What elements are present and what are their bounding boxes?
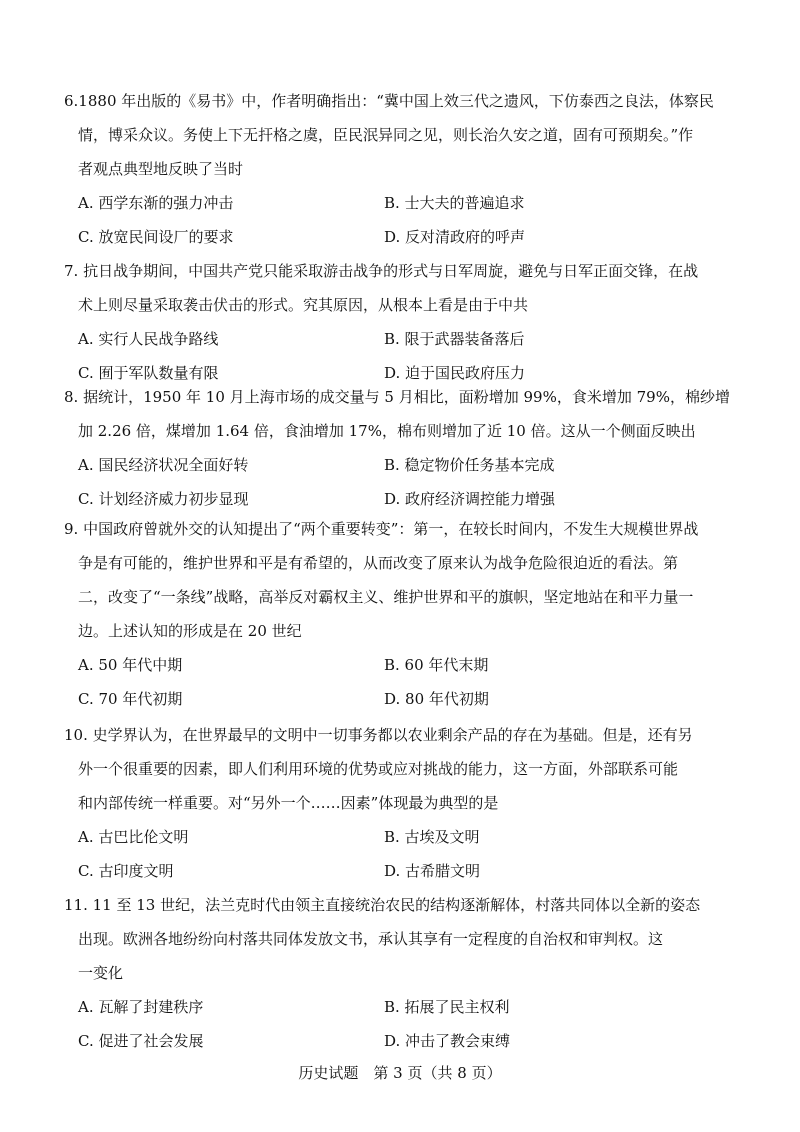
option-row [64,1024,764,1058]
option-row [64,482,764,516]
question-text-line: 出现。欧洲各地纷纷向村落共同体发放文书，承认其享有一定程度的自治权和审判权。这 [78,930,664,948]
question-6 [64,84,764,254]
option-b: B. 60 年代末期 [384,656,489,674]
option-c: C. 放宽民间设厂的要求 [78,228,234,246]
option-a: A. 古巴比伦文明 [78,828,189,846]
option-c: C. 计划经济威力初步显现 [78,490,249,508]
question-text-line: 争是有可能的，维护世界和平是有希望的，从而改变了原来认为战争危险很迫近的看法。第 [78,554,679,572]
option-row [64,820,764,854]
option-row [64,322,764,356]
option-row [64,448,764,482]
option-d: D. 80 年代初期 [384,690,489,708]
option-d: D. 冲击了教会束缚 [384,1032,511,1050]
question-11 [64,888,764,1058]
question-7 [64,254,764,390]
option-row [64,990,764,1024]
question-text-line: 6.1880 年出版的《易书》中，作者明确指出：“冀中国上效三代之遗风，下仿泰西之良法，体察民 [64,92,714,110]
question-8 [64,380,764,516]
option-b: B. 限于武器装备落后 [384,330,525,348]
option-a: A. 瓦解了封建秩序 [78,998,204,1016]
option-a: A. 西学东渐的强力冲击 [78,194,234,212]
option-a: A. 国民经济状况全面好转 [78,456,249,474]
option-row [64,682,764,716]
option-row [64,220,764,254]
question-text-line: 情，博采众议。务使上下无扞格之虞，臣民泯异同之见，则长治久安之道，固有可预期矣。”作 [78,126,694,144]
question-text-line: 二，改变了“一条线”战略，高举反对霸权主义、维护世界和平的旗帜，坚定地站在和平力量一 [78,588,694,606]
option-b: B. 古埃及文明 [384,828,480,846]
question-text-line: 8. 据统计，1950 年 10 月上海市场的成交量与 5 月相比，面粉增加 99%，食米增加 79%，棉纱增 [64,388,730,406]
question-text-line: 和内部传统一样重要。对“另外一个……因素”体现最为典型的是 [78,794,499,812]
question-text-line: 外一个很重要的因素，即人们利用环境的优势或应对挑战的能力，这一方面，外部联系可能 [78,760,679,778]
question-text-line: 9. 中国政府曾就外交的认知提出了“两个重要转变”：第一，在较长时间内，不发生大规模世界战 [64,520,699,538]
option-row [64,648,764,682]
question-text-line: 边。上述认知的形成是在 20 世纪 [78,622,302,640]
option-d: D. 政府经济调控能力增强 [384,490,556,508]
question-text-line: 10. 史学界认为，在世界最早的文明中一切事务都以农业剩余产品的存在为基础。但是，还有另 [64,726,693,744]
page-footer: 历史试题 第 3 页（共 8 页） [298,1064,502,1082]
option-a: A. 实行人民战争路线 [78,330,219,348]
option-d: D. 反对清政府的呼声 [384,228,526,246]
question-text-line: 11. 11 至 13 世纪，法兰克时代由领主直接统治农民的结构逐渐解体，村落共同体以全新的姿态 [64,896,701,914]
question-9 [64,512,764,716]
option-row [64,186,764,220]
option-c: C. 70 年代初期 [78,690,183,708]
option-a: A. 50 年代中期 [78,656,183,674]
option-d: D. 古希腊文明 [384,862,481,880]
option-b: B. 拓展了民主权利 [384,998,510,1016]
question-text-line: 7. 抗日战争期间，中国共产党只能采取游击战争的形式与日军周旋，避免与日军正面交锋，在战 [64,262,699,280]
question-text-line: 一变化 [78,964,124,982]
question-text-line: 加 2.26 倍，煤增加 1.64 倍，食油增加 17%，棉布则增加了近 10 倍。这从一个侧面反映出 [78,422,696,440]
option-c: C. 古印度文明 [78,862,174,880]
option-c: C. 促进了社会发展 [78,1032,204,1050]
option-b: B. 士大夫的普遍追求 [384,194,525,212]
option-b: B. 稳定物价任务基本完成 [384,456,555,474]
option-d: D. 迫于国民政府压力 [384,364,526,382]
question-text-line: 术上则尽量采取袭击伏击的形式。究其原因，从根本上看是由于中共 [78,296,529,314]
option-c: C. 囿于军队数量有限 [78,364,219,382]
question-10 [64,718,764,888]
question-text-line: 者观点典型地反映了当时 [78,160,244,178]
option-row [64,854,764,888]
